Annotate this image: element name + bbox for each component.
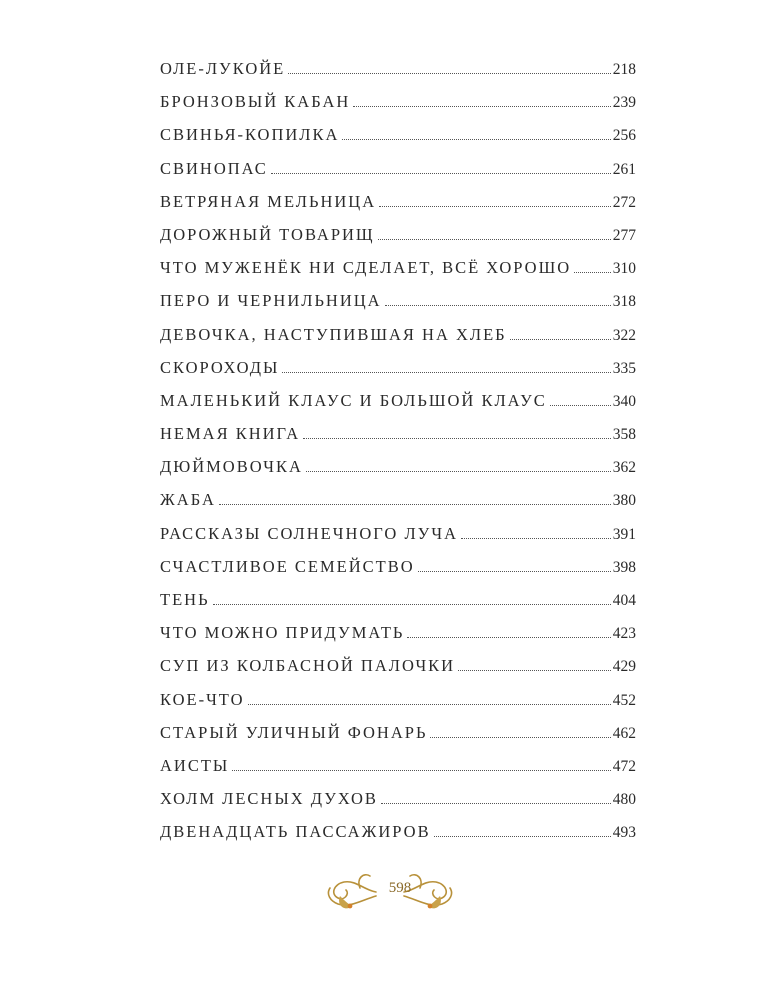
toc-entry (160, 225, 636, 258)
dot-leader (271, 173, 611, 174)
toc-entry (160, 557, 636, 590)
toc-entry-page: 472 (612, 757, 636, 775)
toc-entry (160, 789, 636, 822)
toc-entry (160, 490, 636, 523)
dot-leader (461, 538, 611, 539)
toc-entry (160, 590, 636, 623)
toc-entry-page: 423 (612, 625, 636, 643)
table-of-contents (160, 59, 636, 856)
dot-leader (510, 339, 611, 340)
dot-leader (378, 239, 611, 240)
page-number: 598 (388, 880, 412, 896)
dot-leader (303, 438, 611, 439)
toc-entry (160, 457, 636, 490)
toc-entry-page: 277 (612, 226, 636, 244)
toc-entry-title: СЧАСТЛИВОЕ СЕМЕЙСТВО (160, 556, 415, 576)
toc-entry-title: СТАРЫЙ УЛИЧНЫЙ ФОНАРЬ (160, 722, 428, 742)
dot-leader (213, 604, 611, 605)
toc-entry-page: 404 (612, 592, 636, 609)
toc-entry-title: НЕМАЯ КНИГА (160, 424, 301, 444)
toc-entry-title: ДВЕНАДЦАТЬ ПАССАЖИРОВ (160, 822, 431, 842)
dot-leader (381, 803, 611, 804)
toc-entry-title: ДЮЙМОВОЧКА (160, 457, 303, 477)
dot-leader (306, 471, 611, 472)
toc-entry-title: СУП ИЗ КОЛБАСНОЙ ПАЛОЧКИ (160, 656, 456, 676)
toc-entry-title: АИСТЫ (160, 755, 230, 775)
toc-entry-title: РАССКАЗЫ СОЛНЕЧНОГО ЛУЧА (160, 523, 458, 543)
toc-entry-title: СКОРОХОДЫ (160, 357, 280, 377)
toc-entry (160, 358, 636, 391)
toc-entry-page: 218 (612, 61, 636, 78)
toc-entry (160, 623, 636, 656)
toc-entry-title: ЧТО МОЖНО ПРИДУМАТЬ (160, 623, 405, 643)
toc-entry-title: КОЕ-ЧТО (160, 689, 245, 709)
toc-entry (160, 258, 636, 291)
toc-entry (160, 756, 636, 789)
dot-leader (430, 737, 610, 738)
toc-entry (160, 125, 636, 158)
toc-entry-title: СВИНЬЯ-КОПИЛКА (160, 125, 340, 145)
toc-entry-page: 452 (612, 691, 636, 709)
dot-leader (288, 73, 611, 74)
toc-entry-title: ДЕВОЧКА, НАСТУПИВШАЯ НА ХЛЕБ (160, 324, 507, 344)
dot-leader (385, 305, 611, 306)
toc-entry-title: СВИНОПАС (160, 158, 268, 178)
toc-entry (160, 59, 636, 92)
toc-entry-title: ДОРОЖНЫЙ ТОВАРИЩ (160, 224, 375, 244)
toc-entry (160, 159, 636, 192)
toc-entry-page: 340 (612, 392, 636, 410)
dot-leader (574, 272, 611, 273)
toc-entry-page: 335 (612, 359, 636, 377)
toc-entry-title: ВЕТРЯНАЯ МЕЛЬНИЦА (160, 191, 377, 211)
toc-entry-page: 272 (612, 193, 636, 211)
toc-entry (160, 524, 636, 557)
dot-leader (418, 571, 611, 572)
dot-leader (458, 670, 611, 671)
toc-entry-page: 239 (612, 94, 636, 112)
dot-leader (379, 206, 611, 207)
toc-entry (160, 92, 636, 125)
toc-entry-title: ЖАБА (160, 490, 216, 510)
toc-entry (160, 391, 636, 424)
toc-entry-title: ТЕНЬ (160, 590, 210, 609)
toc-entry-page: 493 (612, 824, 636, 842)
toc-entry (160, 690, 636, 723)
dot-leader (353, 106, 610, 107)
dot-leader (434, 836, 611, 837)
toc-entry (160, 325, 636, 358)
toc-entry-page: 462 (612, 724, 636, 742)
toc-entry (160, 656, 636, 689)
dot-leader (248, 704, 611, 705)
toc-entry-page: 429 (612, 658, 636, 676)
dot-leader (219, 504, 611, 505)
toc-entry-title: ЧТО МУЖЕНЁК НИ СДЕЛАЕТ, ВСЁ ХОРОШО (160, 258, 572, 278)
dot-leader (342, 139, 610, 140)
toc-entry-title: МАЛЕНЬКИЙ КЛАУС И БОЛЬШОЙ КЛАУС (160, 390, 547, 410)
toc-entry-title: БРОНЗОВЫЙ КАБАН (160, 92, 351, 112)
toc-entry (160, 822, 636, 855)
toc-entry-page: 358 (612, 426, 636, 444)
toc-entry (160, 723, 636, 756)
toc-entry-page: 380 (612, 492, 636, 510)
toc-entry-title: ОЛЕ-ЛУКОЙЕ (160, 59, 286, 78)
dot-leader (407, 637, 610, 638)
toc-entry-page: 261 (612, 160, 636, 178)
toc-entry-page: 310 (612, 260, 636, 278)
toc-entry-page: 256 (612, 127, 636, 145)
toc-entry-page: 362 (612, 459, 636, 477)
toc-entry-title: ХОЛМ ЛЕСНЫХ ДУХОВ (160, 789, 378, 809)
toc-entry-page: 480 (612, 791, 636, 809)
toc-entry-page: 322 (612, 326, 636, 344)
dot-leader (282, 372, 610, 373)
dot-leader (550, 405, 611, 406)
toc-entry (160, 192, 636, 225)
toc-entry-page: 398 (612, 558, 636, 576)
toc-entry (160, 424, 636, 457)
toc-entry-page: 391 (612, 525, 636, 543)
dot-leader (232, 770, 610, 771)
toc-entry-page: 318 (612, 293, 636, 311)
toc-entry (160, 291, 636, 324)
toc-entry-title: ПЕРО И ЧЕРНИЛЬНИЦА (160, 291, 382, 311)
